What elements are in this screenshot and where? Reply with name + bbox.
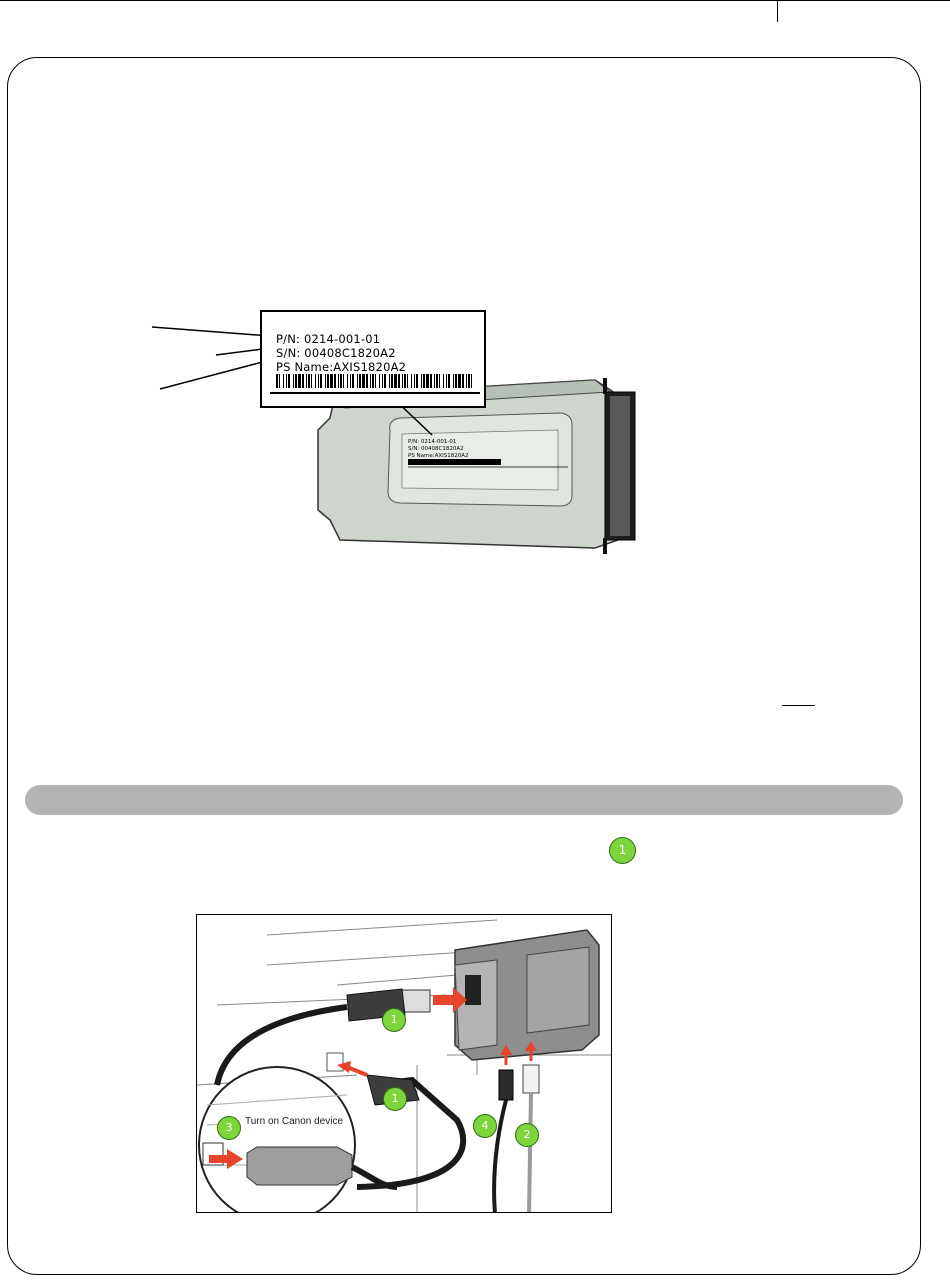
barcode (276, 374, 474, 388)
barcode-stripe (439, 374, 440, 388)
label-leader-lines (130, 325, 270, 395)
barcode-stripe (288, 374, 290, 388)
barcode-stripe (286, 374, 287, 388)
barcode-stripe (458, 374, 461, 388)
badge-usb-a: 1 (382, 1008, 406, 1032)
barcode-stripe (325, 374, 326, 388)
barcode-stripe (436, 374, 438, 388)
barcode-stripe (391, 374, 393, 388)
barcode-stripe (320, 374, 322, 388)
barcode-stripe (362, 374, 365, 388)
barcode-stripe (453, 374, 454, 388)
barcode-stripe (359, 374, 361, 388)
barcode-stripe (302, 374, 304, 388)
barcode-stripe (423, 374, 425, 388)
barcode-stripe (468, 374, 470, 388)
device-label-ps: PS Name:AXIS1820A2 (408, 453, 469, 459)
top-rule (0, 0, 950, 1)
barcode-stripe (350, 374, 351, 388)
connection-illustration (197, 915, 612, 1213)
barcode-stripe (276, 374, 278, 388)
badge-usb-b: 1 (383, 1087, 407, 1111)
step-number-badge: 1 (609, 837, 636, 864)
barcode-stripe (366, 374, 368, 388)
device-label-sn: S/N: 00408C1820A2 (408, 446, 464, 452)
barcode-stripe (421, 374, 422, 388)
barcode-stripe (382, 374, 383, 388)
barcode-stripe (295, 374, 297, 388)
barcode-stripe (426, 374, 429, 388)
barcode-stripe (279, 374, 280, 388)
barcode-stripe (347, 374, 348, 388)
barcode-stripe (352, 374, 354, 388)
barcode-stripe (411, 374, 412, 388)
barcode-stripe (455, 374, 457, 388)
barcode-stripe (389, 374, 390, 388)
device-barcode (408, 459, 501, 465)
short-underline (782, 705, 815, 706)
barcode-stripe (318, 374, 319, 388)
barcode-stripe (343, 374, 344, 388)
barcode-stripe (372, 374, 374, 388)
section-header-bar (25, 785, 903, 815)
barcode-stripe (434, 374, 435, 388)
barcode-stripe (443, 374, 444, 388)
barcode-stripe (404, 374, 406, 388)
turn-on-caption: Turn on Canon device (245, 1116, 344, 1127)
barcode-stripe (327, 374, 329, 388)
barcode-stripe (407, 374, 408, 388)
barcode-stripe (308, 374, 310, 388)
barcode-stripe (394, 374, 397, 388)
crop-mark (777, 0, 778, 22)
badge-network: 2 (515, 1123, 539, 1147)
barcode-stripe (357, 374, 358, 388)
barcode-stripe (379, 374, 380, 388)
label-underline (270, 392, 480, 394)
barcode-stripe (384, 374, 386, 388)
barcode-stripe (293, 374, 294, 388)
part-number: P/N: 0214-001-01 (276, 332, 381, 346)
barcode-stripe (283, 374, 284, 388)
barcode-stripe (330, 374, 333, 388)
barcode-stripe (340, 374, 342, 388)
barcode-stripe (448, 374, 450, 388)
barcode-stripe (416, 374, 418, 388)
barcode-stripe (370, 374, 371, 388)
ps-name: PS Name:AXIS1820A2 (276, 360, 407, 374)
barcode-stripe (334, 374, 336, 388)
barcode-stripe (338, 374, 339, 388)
barcode-stripe (306, 374, 307, 388)
barcode-stripe (446, 374, 447, 388)
barcode-stripe (402, 374, 403, 388)
barcode-stripe (311, 374, 312, 388)
device-label-pn: P/N: 0214-001-01 (408, 439, 457, 445)
connection-figure (196, 914, 612, 1213)
barcode-stripe (315, 374, 316, 388)
serial-number: S/N: 00408C1820A2 (276, 346, 396, 360)
barcode-stripe (462, 374, 464, 388)
barcode-stripe (414, 374, 415, 388)
badge-power-on: 3 (217, 1116, 241, 1140)
barcode-stripe (375, 374, 376, 388)
barcode-stripe (298, 374, 301, 388)
barcode-stripe (398, 374, 400, 388)
label-callout (260, 310, 486, 408)
barcode-stripe (471, 374, 472, 388)
barcode-stripe (430, 374, 432, 388)
badge-power-plug: 4 (473, 1114, 497, 1138)
barcode-stripe (466, 374, 467, 388)
